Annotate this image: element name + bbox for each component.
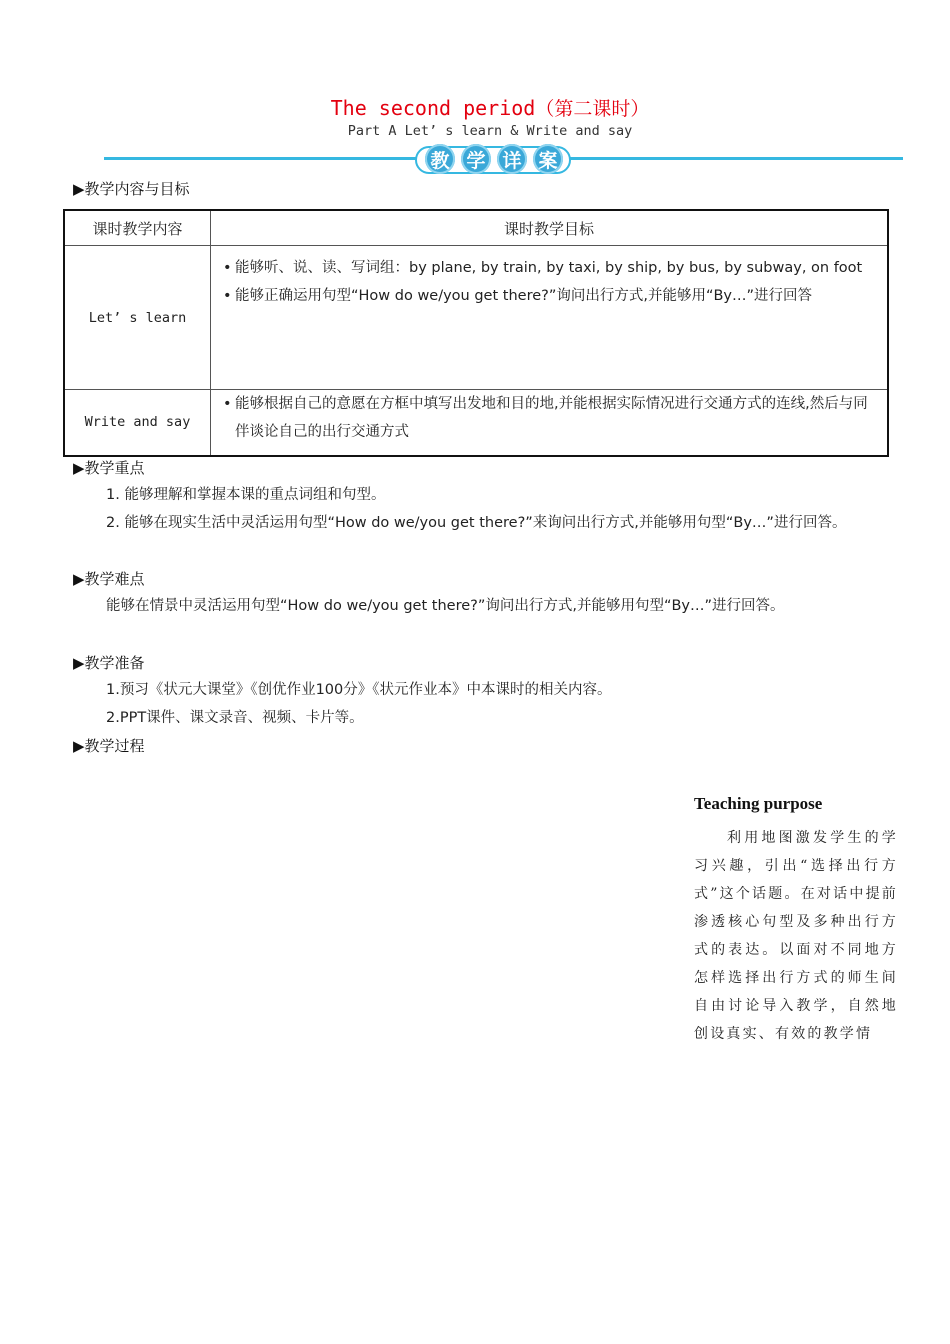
goal-item: • 能够听、说、读、写词组：by plane, by train, by taxi, by ship, by bus, by subway, on foot <box>223 254 877 282</box>
banner-char: 案 <box>533 144 563 174</box>
banner-char: 学 <box>461 144 491 174</box>
header-content: 课时教学内容 <box>64 210 211 246</box>
title-en: The second period <box>330 96 536 120</box>
heading-difficult-points: ▶教学难点 <box>73 570 145 588</box>
row-goals <box>211 246 889 390</box>
heading-process: ▶教学过程 <box>73 737 145 755</box>
key-point-1: 1. 能够理解和掌握本课的重点词组和句型。 <box>106 487 386 503</box>
page-title <box>0 94 950 121</box>
heading-key-points: ▶教学重点 <box>73 459 145 477</box>
heading-preparation: ▶教学准备 <box>73 654 145 672</box>
heading-goals: ▶教学内容与目标 <box>73 180 190 198</box>
key-point-2: 2. 能够在现实生活中灵活运用句型“How do we/you get there?”来询问出行方式,并能够用句型“By…”进行回答。 <box>106 515 847 531</box>
goal-item: • 能够正确运用句型“How do we/you get there?”询问出行方式,并能够用“By…”进行回答 <box>223 282 877 310</box>
section-banner <box>415 144 571 176</box>
title-cn: （第二课时） <box>535 98 650 120</box>
goals-table <box>63 209 889 457</box>
banner-char: 详 <box>497 144 527 174</box>
row-goals <box>211 390 889 456</box>
prep-item-2: 2.PPT课件、课文录音、视频、卡片等。 <box>106 710 364 726</box>
goal-item: • 能够根据自己的意愿在方框中填写出发地和目的地,并能根据实际情况进行交通方式的连线,然后与同伴谈论自己的出行交通方式 <box>223 390 877 446</box>
bullet-icon: • <box>223 396 232 412</box>
prep-item-1: 1.预习《状元大课堂》《创优作业100分》《状元作业本》中本课时的相关内容。 <box>106 682 612 698</box>
row-content: Let’ s learn <box>64 246 211 390</box>
difficult-point: 能够在情景中灵活运用句型“How do we/you get there?”询问出行方式,并能够用句型“By…”进行回答。 <box>106 598 785 614</box>
banner-char: 教 <box>425 144 455 174</box>
table-header-row <box>64 210 888 246</box>
bullet-icon: • <box>223 288 232 304</box>
page-subtitle: Part A Let’ s learn & Write and say <box>347 123 633 139</box>
table-row <box>64 390 888 456</box>
header-goals: 课时教学目标 <box>211 210 889 246</box>
teaching-purpose-title: Teaching purpose <box>694 794 823 813</box>
bullet-icon: • <box>223 260 232 276</box>
teaching-purpose-text: 利用地图激发学生的学习兴趣，引出“选择出行方式”这个话题。在对话中提前渗透核心句型及多种出行方式的表达。以面对不同地方怎样选择出行方式的师生间自由讨论导入教学，自然地创设真实、有效的教学情 <box>694 830 898 1042</box>
table-row <box>64 246 888 390</box>
row-content: Write and say <box>64 390 211 456</box>
banner-chars <box>425 144 563 174</box>
